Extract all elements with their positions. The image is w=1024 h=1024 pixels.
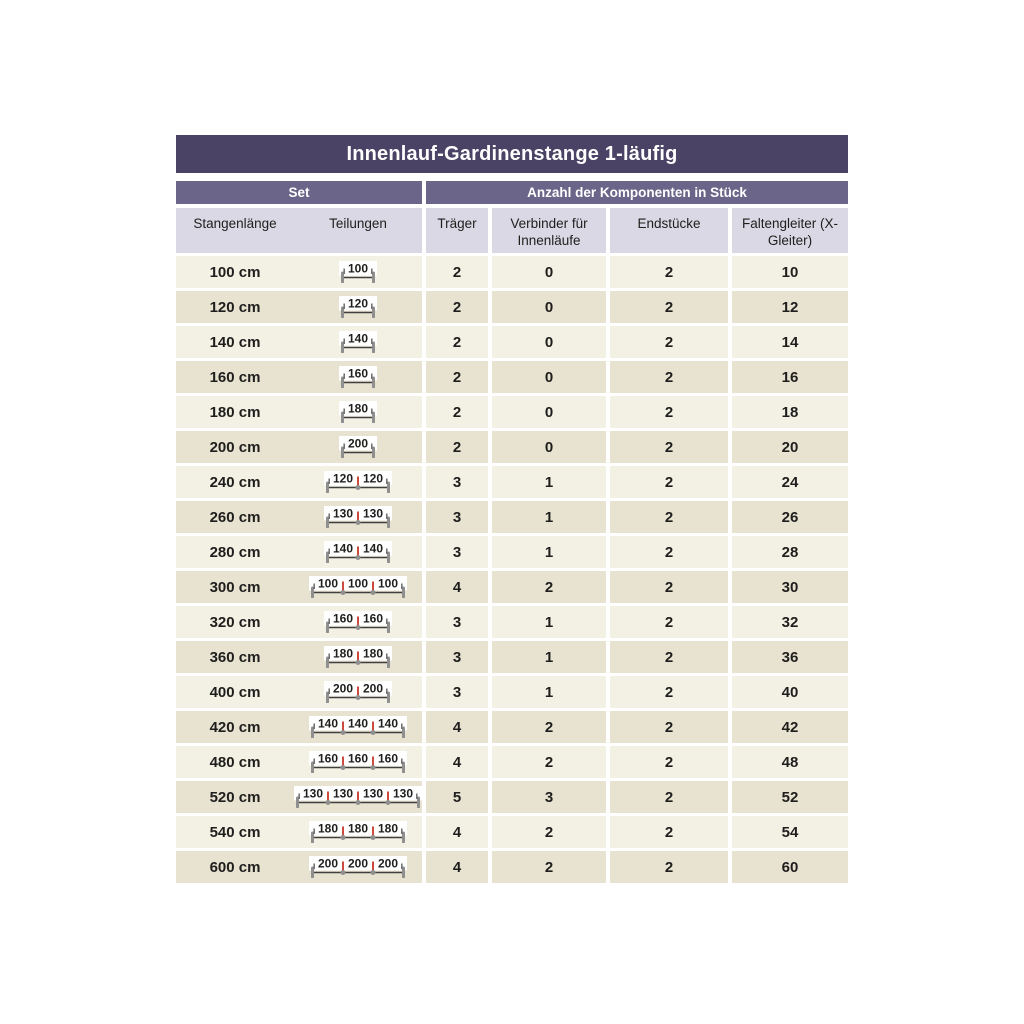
- svg-text:130: 130: [362, 786, 384, 801]
- set-cell: [176, 676, 422, 708]
- faltengleiter-value: 24: [732, 466, 848, 498]
- svg-text:160: 160: [377, 751, 399, 766]
- rod-segments-diagram: [324, 471, 392, 493]
- endstuecke-value: 2: [610, 501, 728, 533]
- column-header-teilungen: Teilungen: [329, 216, 387, 231]
- rod-segments-diagram: [309, 716, 407, 738]
- svg-text:140: 140: [317, 716, 339, 731]
- rod-length-value: 600 cm: [209, 858, 261, 876]
- rod-length-value: 400 cm: [209, 683, 261, 701]
- teilungen-diagram: [294, 331, 422, 353]
- table-row: [176, 536, 848, 568]
- teilungen-diagram: [294, 366, 422, 388]
- verbinder-value: 2: [492, 746, 606, 778]
- faltengleiter-value: 54: [732, 816, 848, 848]
- rod-segments-diagram: [339, 331, 377, 353]
- table-row: [176, 396, 848, 428]
- teilungen-diagram: [294, 821, 422, 843]
- rod-length-value: 420 cm: [209, 718, 261, 736]
- set-cell: [176, 431, 422, 463]
- product-spec-table: [176, 135, 848, 886]
- verbinder-value: 0: [492, 396, 606, 428]
- set-cell: [176, 781, 422, 813]
- set-cell: [176, 851, 422, 883]
- set-cell: [176, 466, 422, 498]
- set-cell: [176, 501, 422, 533]
- table-row: [176, 431, 848, 463]
- faltengleiter-value: 14: [732, 326, 848, 358]
- rod-segments-diagram: [324, 681, 392, 703]
- traeger-value: 2: [426, 431, 488, 463]
- faltengleiter-value: 36: [732, 641, 848, 673]
- endstuecke-value: 2: [610, 466, 728, 498]
- traeger-value: 4: [426, 851, 488, 883]
- table-row: [176, 816, 848, 848]
- svg-text:180: 180: [332, 646, 354, 661]
- table-row: [176, 501, 848, 533]
- teilungen-diagram: [294, 506, 422, 528]
- traeger-value: 2: [426, 396, 488, 428]
- verbinder-value: 0: [492, 256, 606, 288]
- traeger-value: 3: [426, 676, 488, 708]
- rod-segments-diagram: [309, 751, 407, 773]
- traeger-value: 3: [426, 501, 488, 533]
- rod-segments-diagram: [339, 296, 377, 318]
- teilungen-diagram: [294, 856, 422, 878]
- svg-text:140: 140: [332, 541, 354, 556]
- faltengleiter-value: 52: [732, 781, 848, 813]
- table-row: [176, 711, 848, 743]
- rod-length-value: 120 cm: [209, 298, 261, 316]
- faltengleiter-value: 18: [732, 396, 848, 428]
- svg-text:140: 140: [377, 716, 399, 731]
- endstuecke-value: 2: [610, 816, 728, 848]
- svg-text:100: 100: [317, 576, 339, 591]
- rod-segments-diagram: [339, 401, 377, 423]
- table-row: [176, 676, 848, 708]
- faltengleiter-value: 42: [732, 711, 848, 743]
- teilungen-diagram: [294, 646, 422, 668]
- rod-length-value: 160 cm: [209, 368, 261, 386]
- teilungen-diagram: [294, 786, 422, 808]
- endstuecke-value: 2: [610, 676, 728, 708]
- rod-segments-diagram: [324, 611, 392, 633]
- set-cell: [176, 536, 422, 568]
- traeger-value: 4: [426, 571, 488, 603]
- svg-text:160: 160: [347, 751, 369, 766]
- svg-text:140: 140: [347, 331, 369, 346]
- table-row: [176, 256, 848, 288]
- verbinder-value: 3: [492, 781, 606, 813]
- column-group-header-row: [176, 181, 848, 204]
- endstuecke-value: 2: [610, 746, 728, 778]
- verbinder-value: 0: [492, 291, 606, 323]
- traeger-value: 3: [426, 466, 488, 498]
- rod-length-value: 260 cm: [209, 508, 261, 526]
- teilungen-diagram: [294, 576, 422, 598]
- set-cell: [176, 326, 422, 358]
- svg-text:200: 200: [332, 681, 354, 696]
- svg-text:120: 120: [362, 471, 384, 486]
- table-title-bar: [176, 135, 848, 173]
- verbinder-value: 0: [492, 326, 606, 358]
- rod-segments-diagram: [309, 856, 407, 878]
- set-cell: [176, 396, 422, 428]
- endstuecke-value: 2: [610, 571, 728, 603]
- svg-text:130: 130: [332, 506, 354, 521]
- set-cell: [176, 361, 422, 393]
- endstuecke-value: 2: [610, 781, 728, 813]
- rod-segments-diagram: [324, 646, 392, 668]
- teilungen-diagram: [294, 471, 422, 493]
- verbinder-value: 1: [492, 641, 606, 673]
- endstuecke-value: 2: [610, 256, 728, 288]
- verbinder-value: 2: [492, 851, 606, 883]
- traeger-value: 2: [426, 326, 488, 358]
- verbinder-value: 1: [492, 606, 606, 638]
- endstuecke-value: 2: [610, 431, 728, 463]
- traeger-value: 2: [426, 361, 488, 393]
- endstuecke-value: 2: [610, 606, 728, 638]
- endstuecke-value: 2: [610, 851, 728, 883]
- faltengleiter-value: 30: [732, 571, 848, 603]
- faltengleiter-value: 28: [732, 536, 848, 568]
- teilungen-diagram: [294, 681, 422, 703]
- svg-text:180: 180: [317, 821, 339, 836]
- endstuecke-value: 2: [610, 396, 728, 428]
- svg-text:160: 160: [347, 366, 369, 381]
- rod-segments-diagram: [339, 436, 377, 458]
- rod-segments-diagram: [309, 576, 407, 598]
- teilungen-diagram: [294, 296, 422, 318]
- svg-text:100: 100: [347, 261, 369, 276]
- column-header-set-group: [176, 208, 422, 253]
- verbinder-value: 2: [492, 816, 606, 848]
- endstuecke-value: 2: [610, 361, 728, 393]
- teilungen-diagram: [294, 401, 422, 423]
- column-header-endstuecke: Endstücke: [610, 208, 728, 253]
- svg-text:180: 180: [377, 821, 399, 836]
- teilungen-diagram: [294, 751, 422, 773]
- rod-segments-diagram: [339, 261, 377, 283]
- rod-length-value: 320 cm: [209, 613, 261, 631]
- set-cell: [176, 711, 422, 743]
- endstuecke-value: 2: [610, 641, 728, 673]
- rod-segments-diagram: [309, 821, 407, 843]
- set-cell: [176, 641, 422, 673]
- verbinder-value: 0: [492, 431, 606, 463]
- rod-length-value: 100 cm: [209, 263, 261, 281]
- svg-text:200: 200: [362, 681, 384, 696]
- traeger-value: 2: [426, 256, 488, 288]
- rod-length-value: 360 cm: [209, 648, 261, 666]
- svg-text:160: 160: [317, 751, 339, 766]
- set-cell: [176, 291, 422, 323]
- verbinder-value: 0: [492, 361, 606, 393]
- rod-length-value: 240 cm: [209, 473, 261, 491]
- column-header-row: [176, 208, 848, 253]
- rod-length-value: 180 cm: [209, 403, 261, 421]
- rod-length-value: 480 cm: [209, 753, 261, 771]
- column-header-verbinder: Verbinder für Innenläufe: [492, 208, 606, 253]
- svg-text:120: 120: [347, 296, 369, 311]
- svg-text:140: 140: [362, 541, 384, 556]
- endstuecke-value: 2: [610, 291, 728, 323]
- group-header-set: Set: [176, 181, 422, 204]
- traeger-value: 5: [426, 781, 488, 813]
- verbinder-value: 1: [492, 466, 606, 498]
- rod-length-value: 280 cm: [209, 543, 261, 561]
- table-row: [176, 606, 848, 638]
- svg-text:200: 200: [377, 856, 399, 871]
- verbinder-value: 1: [492, 501, 606, 533]
- rod-segments-diagram: [294, 786, 422, 808]
- rod-segments-diagram: [339, 366, 377, 388]
- svg-text:130: 130: [332, 786, 354, 801]
- set-cell: [176, 571, 422, 603]
- svg-text:180: 180: [347, 401, 369, 416]
- svg-text:180: 180: [347, 821, 369, 836]
- rod-length-value: 200 cm: [209, 438, 261, 456]
- endstuecke-value: 2: [610, 711, 728, 743]
- verbinder-value: 2: [492, 571, 606, 603]
- table-row: [176, 291, 848, 323]
- svg-text:200: 200: [317, 856, 339, 871]
- table-row: [176, 781, 848, 813]
- teilungen-diagram: [294, 541, 422, 563]
- svg-text:100: 100: [347, 576, 369, 591]
- teilungen-diagram: [294, 611, 422, 633]
- faltengleiter-value: 60: [732, 851, 848, 883]
- svg-text:160: 160: [362, 611, 384, 626]
- faltengleiter-value: 40: [732, 676, 848, 708]
- traeger-value: 4: [426, 746, 488, 778]
- set-cell: [176, 816, 422, 848]
- svg-text:140: 140: [347, 716, 369, 731]
- svg-text:160: 160: [332, 611, 354, 626]
- svg-text:120: 120: [332, 471, 354, 486]
- faltengleiter-value: 20: [732, 431, 848, 463]
- rod-segments-diagram: [324, 506, 392, 528]
- faltengleiter-value: 26: [732, 501, 848, 533]
- faltengleiter-value: 12: [732, 291, 848, 323]
- table-row: [176, 571, 848, 603]
- teilungen-diagram: [294, 436, 422, 458]
- faltengleiter-value: 10: [732, 256, 848, 288]
- column-header-stangenlaenge: Stangenlänge: [193, 216, 277, 231]
- rod-length-value: 520 cm: [209, 788, 261, 806]
- set-cell: [176, 256, 422, 288]
- table-row: [176, 326, 848, 358]
- svg-text:130: 130: [302, 786, 324, 801]
- column-header-faltengleiter: Faltengleiter (X-Gleiter): [732, 208, 848, 253]
- column-header-traeger: Träger: [426, 208, 488, 253]
- traeger-value: 3: [426, 536, 488, 568]
- table-row: [176, 641, 848, 673]
- verbinder-value: 1: [492, 676, 606, 708]
- endstuecke-value: 2: [610, 326, 728, 358]
- endstuecke-value: 2: [610, 536, 728, 568]
- rod-length-value: 540 cm: [209, 823, 261, 841]
- svg-text:100: 100: [377, 576, 399, 591]
- traeger-value: 3: [426, 641, 488, 673]
- table-row: [176, 851, 848, 883]
- table-row: [176, 746, 848, 778]
- svg-text:200: 200: [347, 856, 369, 871]
- traeger-value: 4: [426, 711, 488, 743]
- verbinder-value: 1: [492, 536, 606, 568]
- teilungen-diagram: [294, 261, 422, 283]
- faltengleiter-value: 48: [732, 746, 848, 778]
- svg-text:130: 130: [362, 506, 384, 521]
- set-cell: [176, 746, 422, 778]
- svg-text:200: 200: [347, 436, 369, 451]
- faltengleiter-value: 32: [732, 606, 848, 638]
- teilungen-diagram: [294, 716, 422, 738]
- table-row: [176, 466, 848, 498]
- set-cell: [176, 606, 422, 638]
- traeger-value: 2: [426, 291, 488, 323]
- svg-text:180: 180: [362, 646, 384, 661]
- table-body: [176, 256, 848, 883]
- traeger-value: 3: [426, 606, 488, 638]
- rod-segments-diagram: [324, 541, 392, 563]
- verbinder-value: 2: [492, 711, 606, 743]
- table-row: [176, 361, 848, 393]
- faltengleiter-value: 16: [732, 361, 848, 393]
- rod-length-value: 300 cm: [209, 578, 261, 596]
- table-title: Innenlauf-Gardinenstange 1-läufig: [346, 142, 678, 165]
- traeger-value: 4: [426, 816, 488, 848]
- group-header-components: Anzahl der Komponenten in Stück: [426, 181, 848, 204]
- rod-length-value: 140 cm: [209, 333, 261, 351]
- svg-text:130: 130: [392, 786, 414, 801]
